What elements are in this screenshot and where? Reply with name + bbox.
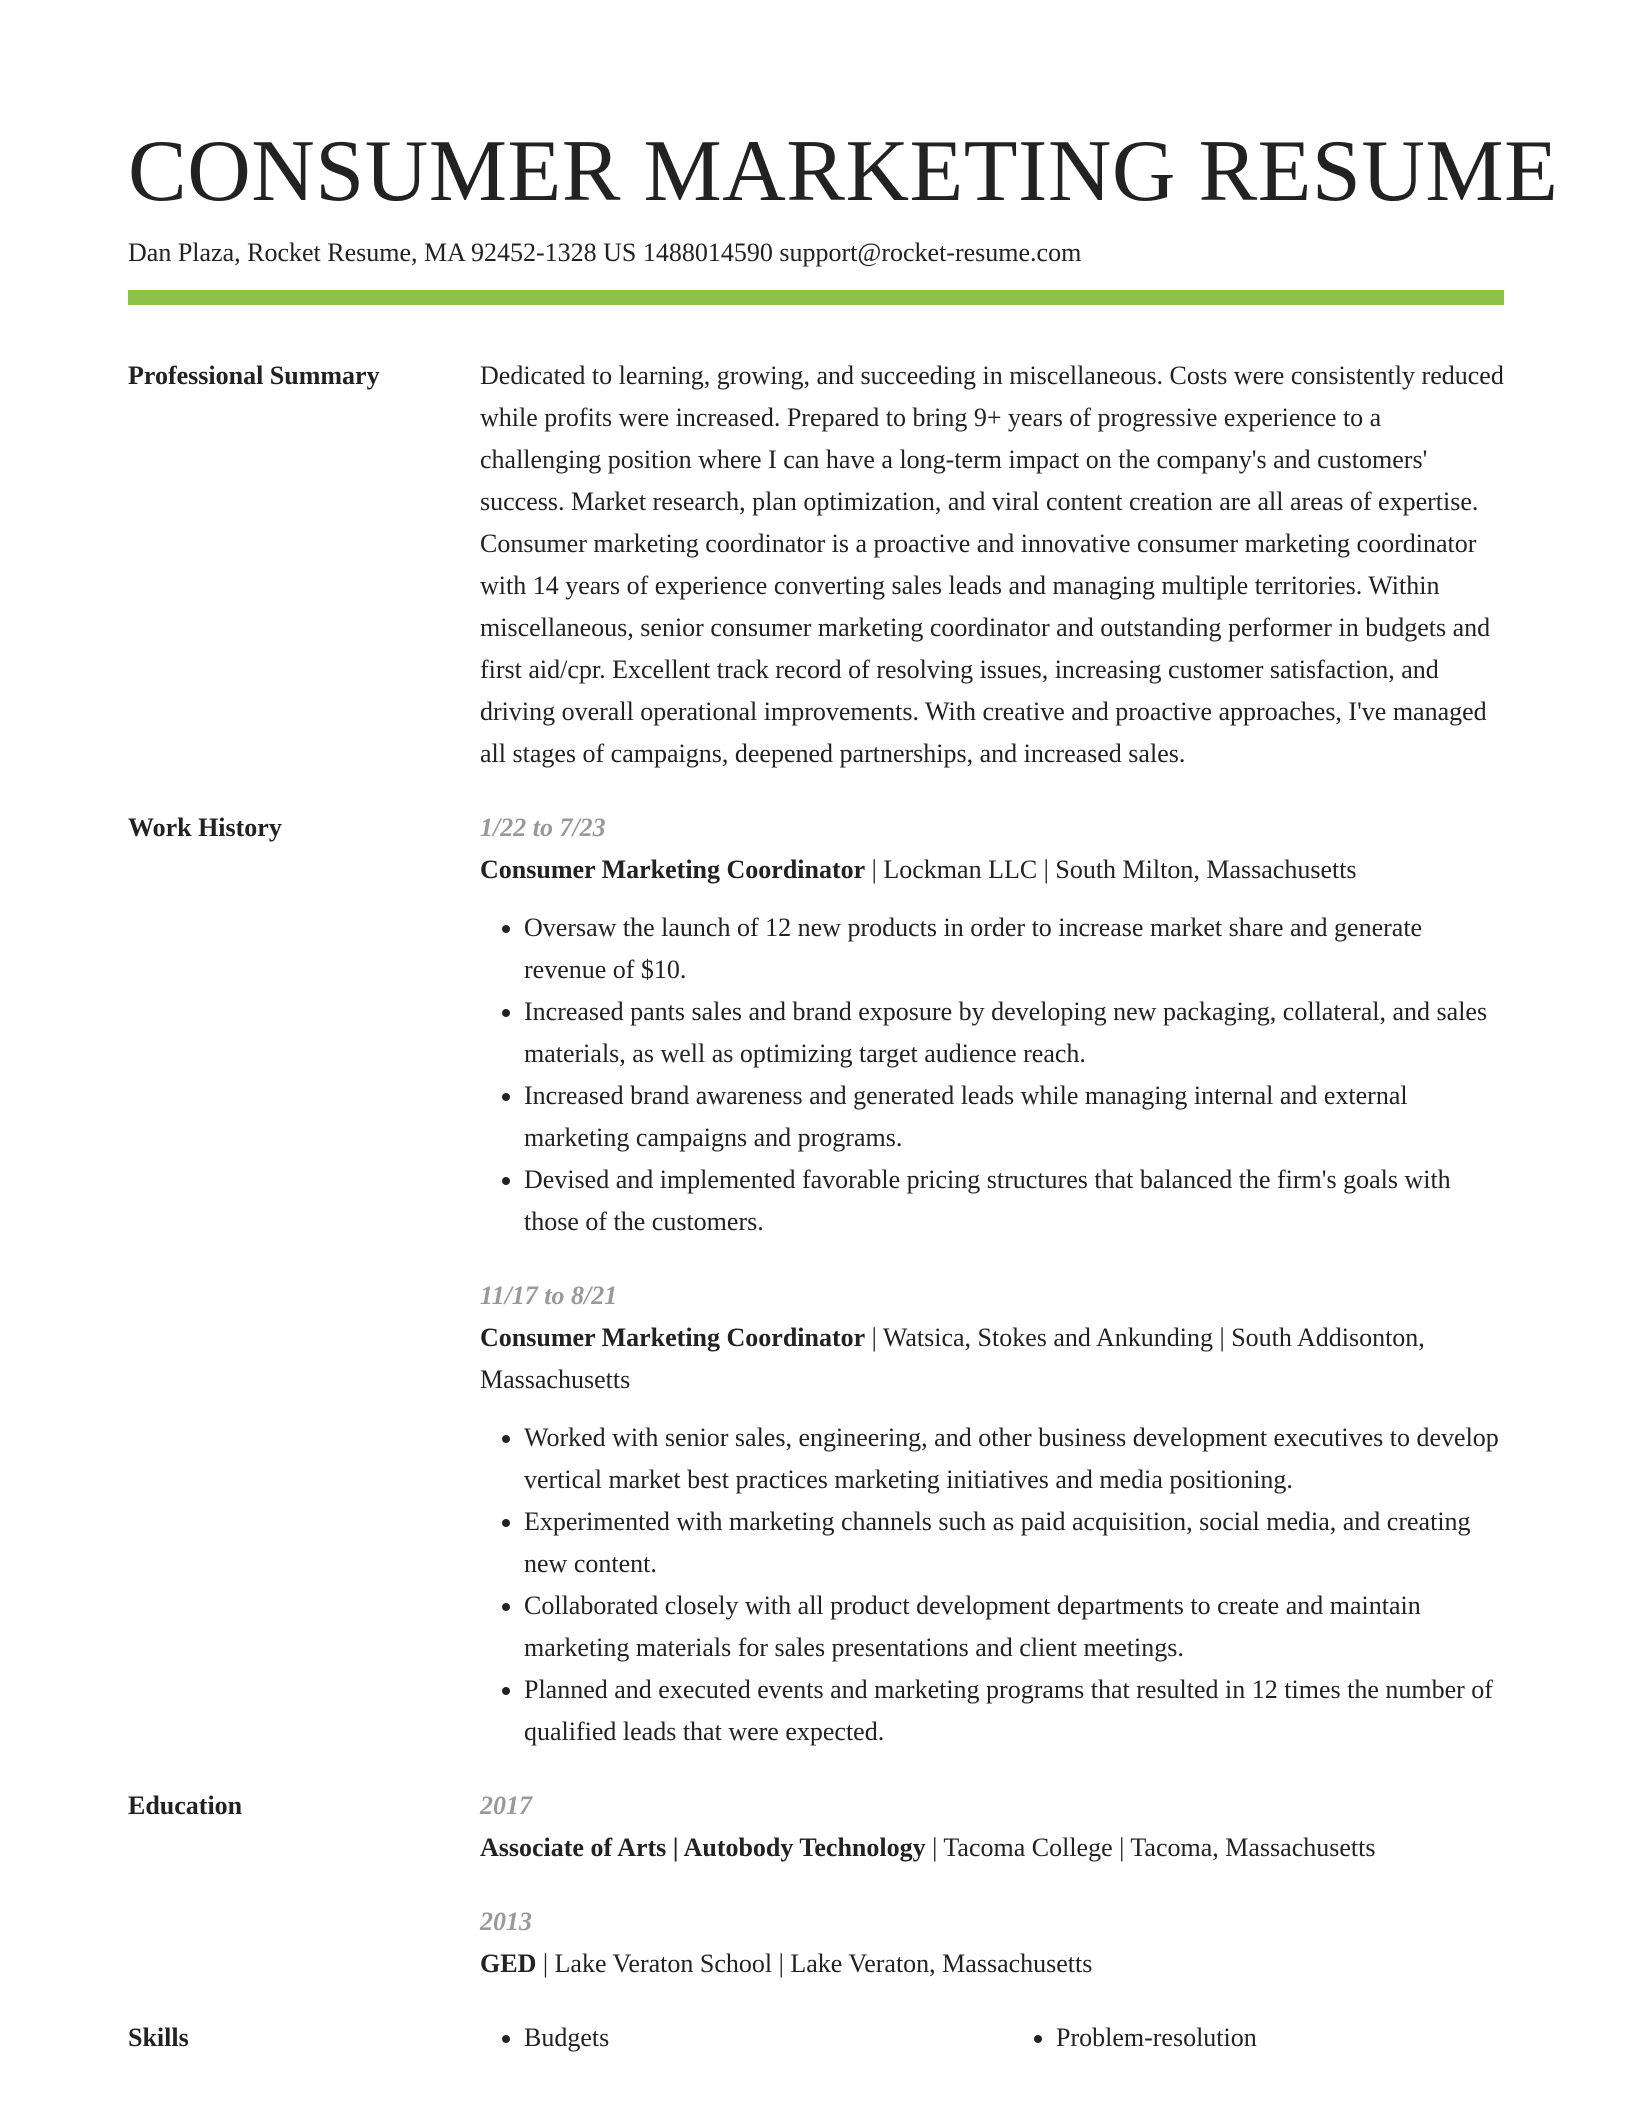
education-degree: Associate of Arts | Autobody Technology — [480, 1833, 926, 1862]
skills-label: Skills — [128, 2023, 189, 2052]
education-entry — [480, 1785, 1504, 1869]
job-bullet: • Increased pants sales and brand exposure by developing new packaging, collateral, and sales materials, as well as optimizing target audience reach. — [524, 991, 1504, 1075]
job-heading — [480, 849, 1504, 891]
education-heading — [480, 1943, 1504, 1985]
education-body — [480, 1785, 1504, 1985]
education-details: | Lake Veraton School | Lake Veraton, Massachusetts — [536, 1949, 1093, 1978]
education-label: Education — [128, 1791, 243, 1820]
education-section — [128, 1785, 1504, 1985]
summary-section — [128, 355, 1504, 775]
work-history-body — [480, 807, 1504, 1753]
job-bullet: • Worked with senior sales, engineering, and other business development executives to develop vertical market best practices marketing initiatives and media positioning. — [524, 1417, 1504, 1501]
job-entry — [480, 1275, 1504, 1753]
job-details: | Lockman LLC | South Milton, Massachusetts — [865, 855, 1357, 884]
education-year: 2013 — [480, 1907, 532, 1936]
job-bullets — [480, 907, 1504, 1243]
education-entry — [480, 1901, 1504, 1985]
summary-label: Professional Summary — [128, 361, 380, 390]
education-year: 2017 — [480, 1791, 532, 1820]
skills-list-left — [480, 2017, 972, 2059]
skill-item: • Problem-resolution — [1056, 2017, 1504, 2059]
job-entry — [480, 807, 1504, 1243]
job-heading — [480, 1317, 1504, 1401]
contact-line: Dan Plaza, Rocket Resume, MA 92452-1328 US 1488014590 support@rocket-resume.com — [128, 238, 1082, 267]
education-heading — [480, 1827, 1504, 1869]
skills-section — [128, 2017, 1504, 2059]
job-bullet: • Collaborated closely with all product development departments to create and maintain marketing materials for sales presentations and client meetings. — [524, 1585, 1504, 1669]
work-history-section — [128, 807, 1504, 1753]
job-bullet: • Experimented with marketing channels such as paid acquisition, social media, and creating new content. — [524, 1501, 1504, 1585]
summary-text: Dedicated to learning, growing, and succeeding in miscellaneous. Costs were consistently reduced while profits were increased. Prepared to bring 9+ years of progressive experience to a challenging position where I can have a long-term impact on the company's and customers' success. Market research, plan optimization, and viral content creation are all areas of expertise. Consumer marketing coordinator is a proactive and innovative consumer marketing coordinator with 14 years of experience converting sales leads and managing multiple territories. Within miscellaneous, senior consumer marketing coordinator and outstanding performer in budgets and first aid/cpr. Excellent track record of resolving issues, increasing customer satisfaction, and driving overall operational improvements. With creative and proactive approaches, I've managed all stages of campaigns, deepened partnerships, and increased sales. — [480, 361, 1504, 768]
job-bullet: • Devised and implemented favorable pricing structures that balanced the firm's goals with those of the customers. — [524, 1159, 1504, 1243]
accent-divider — [128, 290, 1504, 305]
job-bullet: • Oversaw the launch of 12 new products in order to increase market share and generate revenue of $10. — [524, 907, 1504, 991]
education-degree: GED — [480, 1949, 537, 1978]
education-details: | Tacoma College | Tacoma, Massachusetts — [925, 1833, 1376, 1862]
job-title: Consumer Marketing Coordinator — [480, 1323, 866, 1352]
job-bullets — [480, 1417, 1504, 1753]
skills-body — [480, 2017, 1504, 2059]
job-dates: 1/22 to 7/23 — [480, 813, 606, 842]
work-history-label: Work History — [128, 813, 282, 842]
job-dates: 11/17 to 8/21 — [480, 1281, 618, 1310]
resume-title: CONSUMER MARKETING RESUME — [128, 123, 1559, 220]
job-bullet: • Planned and executed events and marketing programs that resulted in 12 times the number of qualified leads that were expected. — [524, 1669, 1504, 1753]
skill-item: • Budgets — [524, 2017, 972, 2059]
job-title: Consumer Marketing Coordinator — [480, 855, 866, 884]
skills-list-right — [1012, 2017, 1504, 2059]
job-bullet: • Increased brand awareness and generated leads while managing internal and external marketing campaigns and programs. — [524, 1075, 1504, 1159]
job-details: | Watsica, Stokes and Ankunding | South Addisonton, Massachusetts — [480, 1323, 1425, 1394]
resume-page — [128, 0, 1559, 2059]
